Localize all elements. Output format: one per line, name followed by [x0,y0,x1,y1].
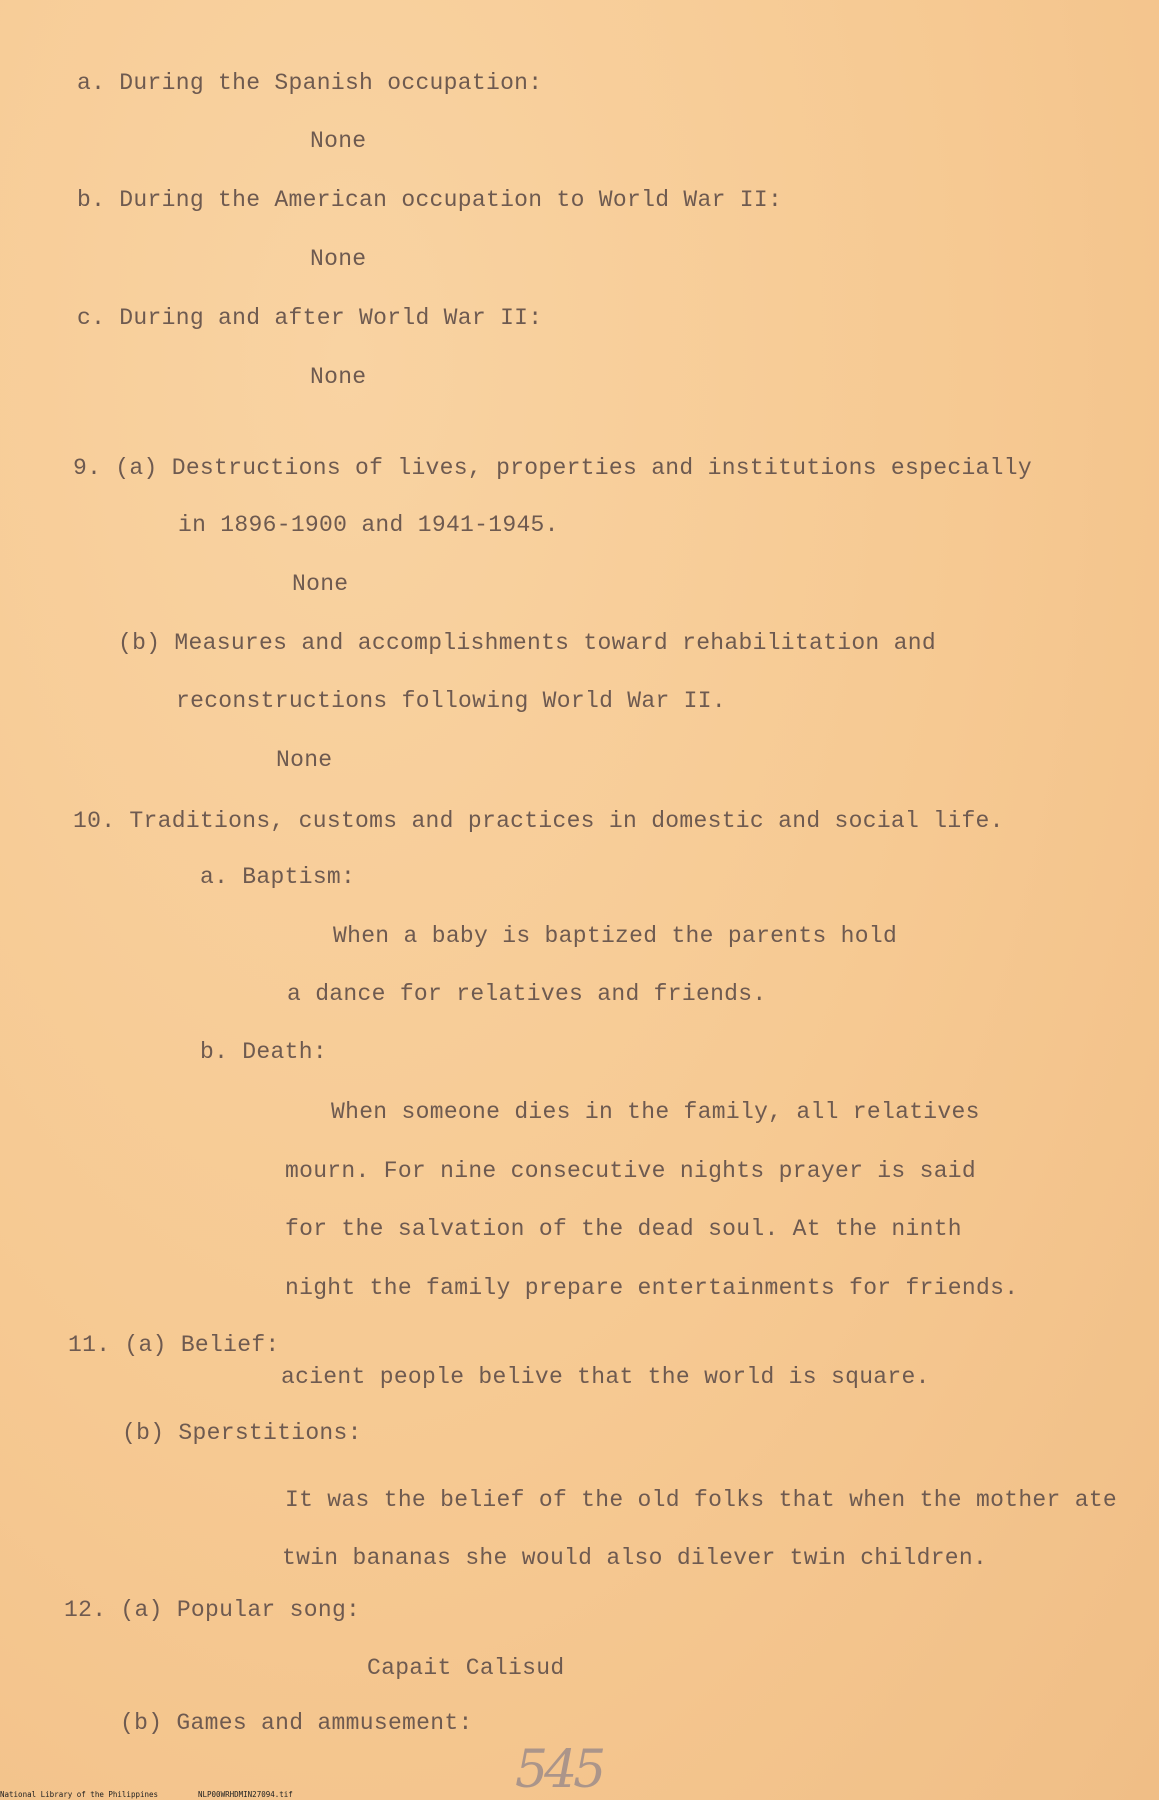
item-12a-popular-song: 12. (a) Popular song: [64,1597,361,1623]
scan-footer [0,1789,1159,1800]
baptism-heading: a. Baptism: [200,864,356,890]
none-answer: None [310,364,367,390]
item-c-world-war-ii: c. During and after World War II: [77,305,543,331]
item-b-american-occupation: b. During the American occupation to World War II: [77,187,783,213]
item-9b-reconstructions: reconstructions following World War II. [176,688,726,714]
superstition-text-line: It was the belief of the old folks that when the mother ate [285,1487,1118,1513]
item-9a-years: in 1896-1900 and 1941-1945. [178,512,559,538]
none-answer: None [276,747,333,773]
none-answer: None [310,128,367,154]
handwritten-page-number: 545 [515,1740,603,1800]
library-credit: National Library of the Philippines [0,1790,159,1799]
song-title: Capait Calisud [367,1655,565,1681]
item-9b-measures: (b) Measures and accomplishments toward rehabilitation and [118,630,936,656]
death-text-line: night the family prepare entertainments for friends. [285,1275,1019,1301]
superstition-text-line: twin bananas she would also dilever twin children. [282,1545,988,1571]
none-answer: None [310,246,367,272]
belief-text: acient people belive that the world is square. [281,1364,930,1390]
death-text-line: mourn. For nine consecutive nights prayer is said [285,1158,977,1184]
item-11a-belief: 11. (a) Belief: [68,1332,280,1358]
baptism-text-line: When a baby is baptized the parents hold [333,923,898,949]
death-text-line: When someone dies in the family, all relatives [331,1099,980,1125]
item-12b-games: (b) Games and ammusement: [120,1710,473,1736]
item-9a-destructions: 9. (a) Destructions of lives, properties and institutions especially [73,455,1032,481]
death-heading: b. Death: [200,1039,327,1065]
none-answer: None [292,571,349,597]
death-text-line: for the salvation of the dead soul. At the ninth [285,1216,962,1242]
file-identifier: NLP00WRHDMIN27094.tif [198,1790,293,1799]
item-11b-superstitions: (b) Sperstitions: [122,1420,362,1446]
baptism-text-line: a dance for relatives and friends. [287,981,767,1007]
item-10-traditions: 10. Traditions, customs and practices in domestic and social life. [73,808,1004,834]
item-a-spanish-occupation: a. During the Spanish occupation: [77,70,543,96]
